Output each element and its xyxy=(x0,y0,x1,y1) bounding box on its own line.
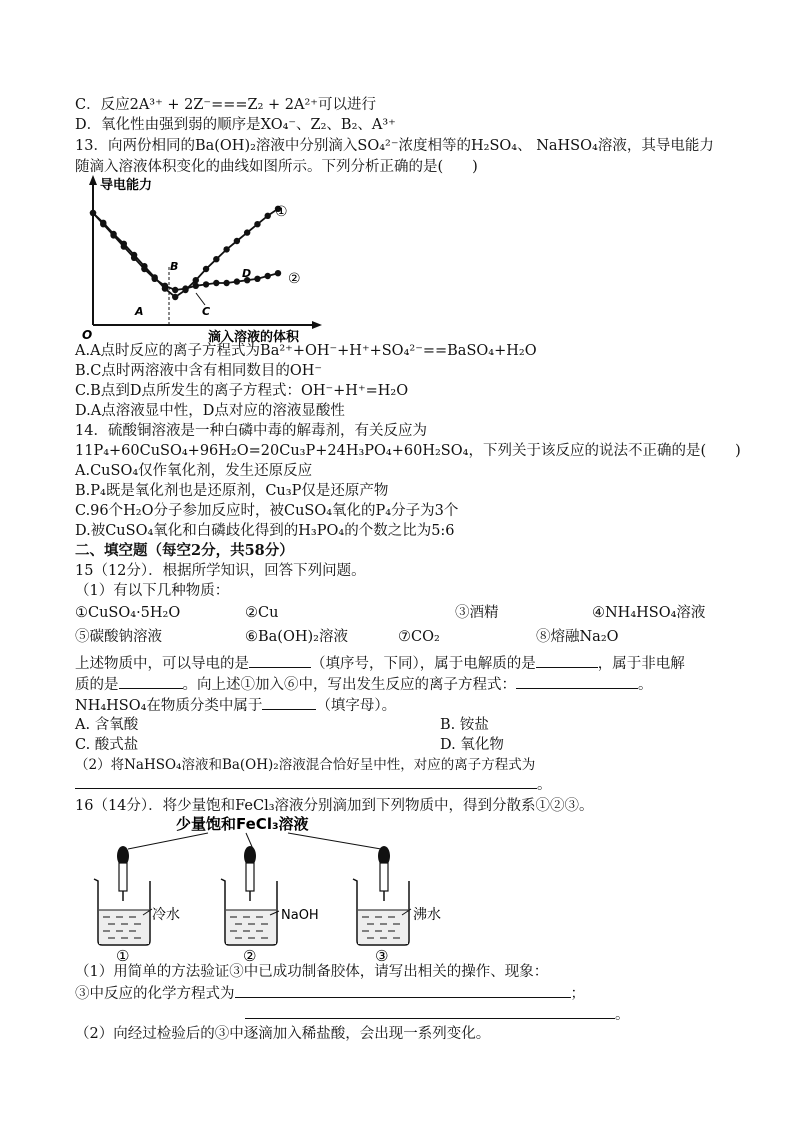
point-label-d: D xyxy=(242,267,252,280)
q15-item-1: ①CuSO₄·5H₂O xyxy=(75,605,181,621)
q13-option-a: A.A点时反应的离子方程式为Ba²⁺+OH⁻+H⁺+SO₄²⁻==BaSO₄+H₂O xyxy=(75,343,537,359)
x-axis-label: 滴入溶液的体积 xyxy=(208,330,300,345)
answer-blank-conductive[interactable] xyxy=(249,653,311,668)
dropper-2 xyxy=(244,846,256,901)
answer-blank-nonelectrolyte[interactable] xyxy=(119,674,183,689)
q14-option-a: A.CuSO₄仅作氧化剂，发生还原反应 xyxy=(75,463,313,479)
beaker-1-number: ① xyxy=(116,947,130,965)
q12-option-c: C．反应2A³⁺ + 2Z⁻===Z₂ + 2A²⁺可以进行 xyxy=(75,97,376,113)
q15-line1-a: 上述物质中，可以导电的是 xyxy=(75,656,249,672)
origin-label: O xyxy=(82,328,93,342)
curve-1-point xyxy=(234,238,240,244)
answer-blank-neutral-equation[interactable] xyxy=(75,774,537,789)
point-label-c: C xyxy=(202,305,211,318)
q16-sub2: （2）向经过检验后的③中逐滴加入稀盐酸，会出现一系列变化。 xyxy=(75,1026,491,1042)
answer-blank-chemical-equation[interactable] xyxy=(245,1004,615,1019)
q13-option-b: B.C点时两溶液中含有相同数目的OH⁻ xyxy=(75,363,323,379)
q15-item-5: ⑤碳酸钠溶液 xyxy=(75,629,162,645)
q15-line2 xyxy=(75,674,653,695)
curve-1-point xyxy=(223,246,229,252)
point-label-b: B xyxy=(170,260,179,273)
q15-line1 xyxy=(75,653,685,674)
q15-choice-a: A. 含氧酸 xyxy=(75,717,139,733)
beaker-3-number: ③ xyxy=(375,947,389,965)
point-label-a: A xyxy=(135,305,144,318)
answer-blank-ionic-equation[interactable] xyxy=(516,674,638,689)
curve-1-line xyxy=(93,209,278,297)
q14-option-b: B.P₄既是氧化剂也是还原剂，Cu₃P仅是还原产物 xyxy=(75,483,389,499)
x-axis-arrow xyxy=(312,321,322,329)
q14-option-d: D.被CuSO₄氧化和白磷歧化得到的H₃PO₄的个数之比为5:6 xyxy=(75,523,455,539)
q15-item-8: ⑧熔融Na₂O xyxy=(536,629,619,645)
beaker-2-number: ② xyxy=(243,947,257,965)
q15-item-2: ②Cu xyxy=(245,605,279,621)
q15-line2-a: 质的是 xyxy=(75,677,119,693)
curve-1-point xyxy=(172,294,178,300)
curve-2-point xyxy=(234,278,240,284)
y-axis-label: 导电能力 xyxy=(100,178,153,193)
curve-2-point xyxy=(182,285,188,291)
q16-eq-line xyxy=(75,983,585,1004)
answer-blank-classification[interactable] xyxy=(262,695,316,710)
curve-2-point xyxy=(203,281,209,287)
dropper-1 xyxy=(117,846,129,901)
q15-line3-b: （填字母）。 xyxy=(316,698,397,714)
q15-item-3: ③酒精 xyxy=(455,605,499,621)
answer-blank-electrolyte[interactable] xyxy=(536,653,598,668)
c-pointer xyxy=(196,293,205,305)
q15-line1-b: （填序号，下同），属于电解质的是 xyxy=(311,656,536,672)
q13-option-d: D.A点溶液显中性，D点对应的溶液显酸性 xyxy=(75,403,345,419)
curve-1-point xyxy=(254,221,260,227)
curve-2-point xyxy=(172,287,178,293)
curve-2-point xyxy=(265,273,271,279)
q15-choice-d: D. 氧化物 xyxy=(440,737,504,753)
q13-option-c: C.B点到D点所发生的离子方程式：OH⁻+H⁺=H₂O xyxy=(75,383,409,399)
q16-eq-label: ③中反应的化学方程式为 xyxy=(75,986,235,1002)
q15-sub2: （2）将NaHSO₄溶液和Ba(OH)₂溶液混合恰好呈中性，对应的离子方程式为 xyxy=(75,757,536,773)
q14-stem-line1: 14．硫酸铜溶液是一种白磷中毒的解毒剂，有关反应为 xyxy=(75,423,427,439)
curve-1-point xyxy=(203,266,209,272)
curve-2-point xyxy=(131,255,137,261)
beaker-3-liquid: 沸水 xyxy=(413,907,441,923)
y-axis-arrow xyxy=(89,175,97,185)
dropper-3 xyxy=(378,846,390,901)
curve-2-point xyxy=(193,283,199,289)
q15-sub2-answer-line xyxy=(75,774,552,795)
q16-stem: 16（14分）．将少量饱和FeCl₃溶液分别滴加到下列物质中，得到分散系①②③。 xyxy=(75,798,594,814)
curve-1-point xyxy=(193,277,199,283)
q15-line3-a: NH₄HSO₄在物质分类中属于 xyxy=(75,698,263,714)
q14-option-c: C.96个H₂O分子参加反应时，被CuSO₄氧化的P₄分子为3个 xyxy=(75,503,459,519)
q15-item-4: ④NH₄HSO₄溶液 xyxy=(592,605,706,621)
section-title: 二、填空题（每空2分，共58分） xyxy=(75,542,294,559)
curve2-label: ② xyxy=(288,271,301,287)
q15-line1-c: ，属于非电解 xyxy=(597,656,685,672)
curve-2-point xyxy=(223,280,229,286)
curve-1-point xyxy=(244,229,250,235)
curve-2-point xyxy=(141,266,147,272)
curve-2-point xyxy=(151,276,157,282)
q16-beaker-figure xyxy=(88,815,448,965)
q15-stem: 15（12分）．根据所学知识，回答下列问题。 xyxy=(75,563,366,579)
q15-line2-c: 。 xyxy=(638,677,653,693)
q12-option-d: D．氧化性由强到弱的顺序是XO₄⁻、Z₂、B₂、A³⁺ xyxy=(75,117,396,133)
q13-stem-line2: 随滴入溶液体积变化的曲线如图所示。下列分析正确的是( ) xyxy=(75,159,478,175)
curve-2-point xyxy=(213,280,219,286)
q16-sub1: （1）用简单的方法验证③中已成功制备胶体，请写出相关的操作、现象： xyxy=(75,964,549,980)
curve-1-point xyxy=(213,256,219,262)
q13-stem-line1: 13．向两份相同的Ba(OH)₂溶液中分别滴入SO₄²⁻浓度相等的H₂SO₄、 NaHSO₄溶液，其导电能力 xyxy=(75,138,714,154)
q16-eq-end: 。 xyxy=(615,1007,630,1023)
beaker-1-liquid: 冷水 xyxy=(152,907,180,923)
q15-item-7: ⑦CO₂ xyxy=(398,629,440,645)
curve-2-point xyxy=(275,270,281,276)
curve-2-point xyxy=(162,283,168,289)
q15-line3 xyxy=(75,695,396,716)
answer-blank-colloid-verification[interactable] xyxy=(235,983,571,998)
figure-top-label: 少量饱和FeCl₃溶液 xyxy=(176,815,309,833)
curve-2-point xyxy=(121,243,127,249)
curve-2-point xyxy=(110,232,116,238)
q16-eq-semicolon: ； xyxy=(570,986,585,1002)
q15-sub2-end: 。 xyxy=(537,777,552,793)
q15-sub1: （1）有以下几种物质： xyxy=(75,583,230,599)
beaker-2-liquid: NaOH xyxy=(281,908,319,923)
q14-stem-line2: 11P₄+60CuSO₄+96H₂O=20Cu₃P+24H₃PO₄+60H₂SO₄，下列关于该反应的说法不正确的是( ) xyxy=(75,443,741,459)
curve-2-point xyxy=(90,210,96,216)
curve-2-point xyxy=(254,276,260,282)
q15-line2-b: 。向上述①加入⑥中，写出发生反应的离子方程式： xyxy=(182,677,516,693)
curve-1-point xyxy=(265,213,271,219)
q15-item-6: ⑥Ba(OH)₂溶液 xyxy=(245,629,348,645)
q13-conductivity-chart xyxy=(78,175,338,345)
curve1-label: ① xyxy=(275,204,288,220)
curve-2-point xyxy=(100,221,106,227)
q16-eq-answer-line xyxy=(75,1004,630,1025)
q15-choice-c: C. 酸式盐 xyxy=(75,737,139,753)
q15-choice-b: B. 铵盐 xyxy=(440,717,489,733)
